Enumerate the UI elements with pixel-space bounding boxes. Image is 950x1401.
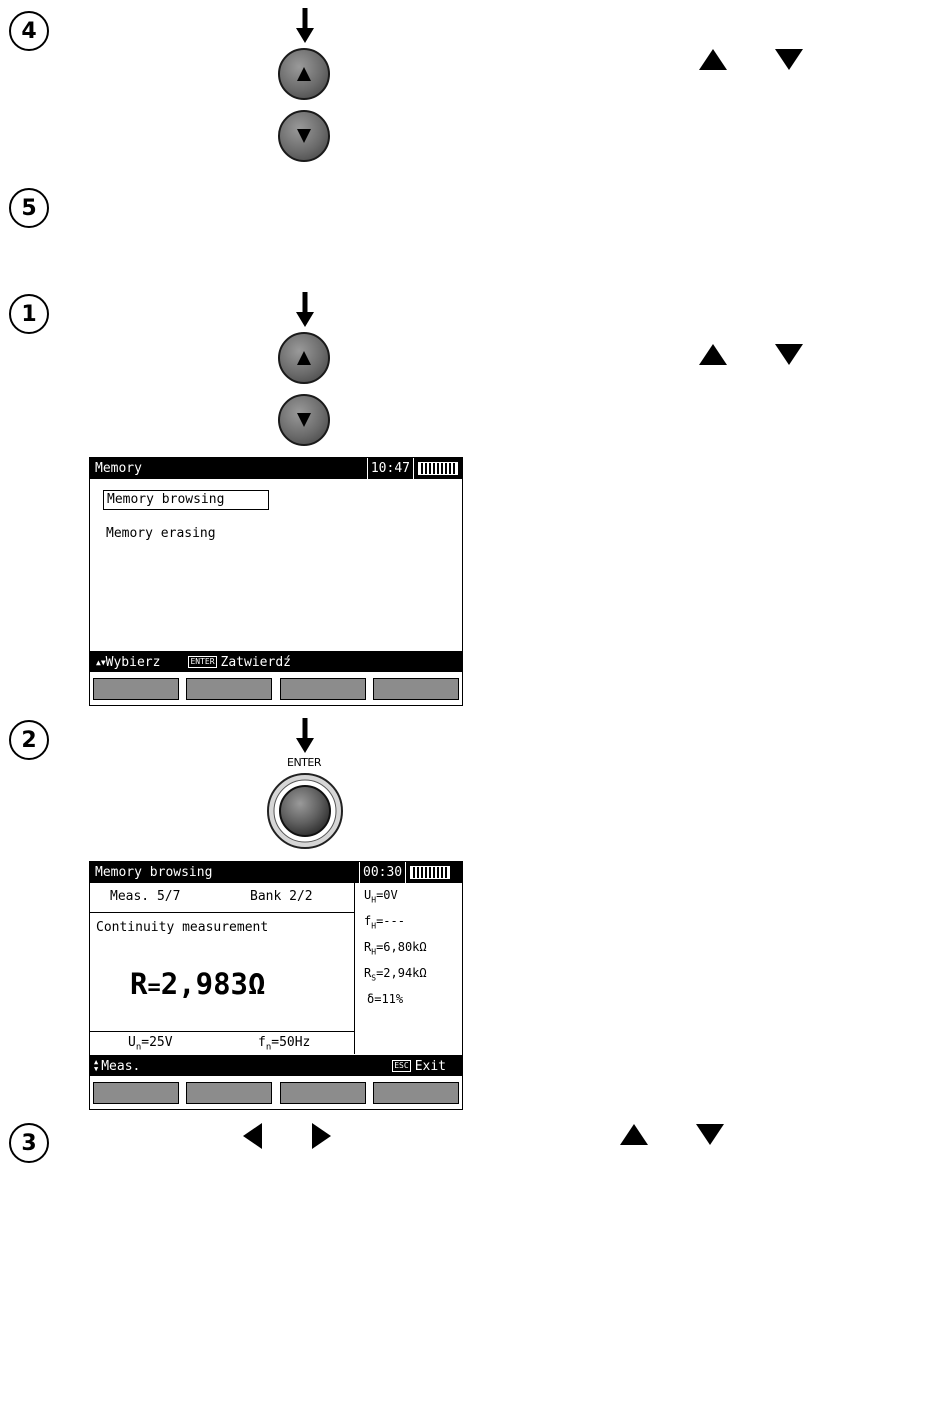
down-arrow-icon <box>295 718 315 754</box>
up-down-select-icon: ▲▼ <box>96 657 106 667</box>
memory-screen <box>89 457 463 706</box>
up-arrow-button-icon[interactable] <box>278 48 330 100</box>
delta-value: =11% <box>374 991 404 1006</box>
footer-select-label: Wybierz <box>105 654 161 670</box>
esc-key-tag: ESC <box>394 1061 409 1070</box>
nominal-voltage <box>128 1035 173 1053</box>
enter-key-tag: ENTER <box>190 657 215 666</box>
softkey-1[interactable] <box>93 678 179 700</box>
rs-value: =2,94kΩ <box>376 965 427 980</box>
down-arrow-icon <box>295 292 315 328</box>
memory-browsing-screen <box>89 861 463 1110</box>
up-arrow-button-icon[interactable] <box>278 332 330 384</box>
triangle-down-icon <box>696 1124 724 1146</box>
softkeys <box>90 672 462 705</box>
triangle-left-icon <box>243 1123 263 1149</box>
triangle-up-icon <box>699 49 727 71</box>
uh-symbol: U <box>364 888 372 902</box>
measurement-name: Continuity measurement <box>96 920 269 935</box>
enter-label: ENTER <box>287 756 321 769</box>
softkey-4[interactable] <box>373 1082 459 1104</box>
footer-meas-label: Meas. <box>101 1058 141 1074</box>
menu-item-memory-browsing[interactable]: Memory browsing <box>103 490 269 510</box>
clock: 00:30 <box>359 862 406 883</box>
rh-sub: H <box>371 947 377 957</box>
battery-icon <box>418 462 458 475</box>
step-number-1: 1 <box>9 294 49 334</box>
down-arrow-button-icon[interactable] <box>278 110 330 162</box>
screen-title: Memory <box>95 461 142 476</box>
screen-title-bar <box>90 458 462 479</box>
step-number-2: 2 <box>9 720 49 760</box>
softkey-2[interactable] <box>186 678 272 700</box>
enter-button-icon[interactable] <box>265 771 345 851</box>
triangle-down-icon <box>775 49 803 71</box>
panel-separator <box>354 883 355 1054</box>
rh-value: =6,80kΩ <box>376 939 427 954</box>
up-down-scroll-icon: ▲ ▼ <box>94 1058 99 1073</box>
menu-item-memory-erasing[interactable]: Memory erasing <box>106 526 216 541</box>
side-fh <box>364 911 427 937</box>
down-arrow-icon <box>295 8 315 44</box>
nominal-frequency <box>258 1035 310 1053</box>
side-panel <box>364 885 427 1009</box>
result-number: 2,983Ω <box>160 967 266 1001</box>
rh-symbol: R <box>364 939 372 954</box>
softkey-3[interactable] <box>280 678 366 700</box>
screen-footer <box>90 1055 462 1077</box>
softkey-4[interactable] <box>373 678 459 700</box>
footer-exit-label: Exit <box>414 1058 446 1074</box>
un-value: =25V <box>141 1035 173 1050</box>
fn-sub: n <box>265 1042 272 1053</box>
meas-index: Meas. 5/7 <box>110 889 181 904</box>
delta-symbol: δ <box>367 991 375 1006</box>
fh-sub: H <box>371 921 377 931</box>
screen-title-bar <box>90 862 359 883</box>
side-rh <box>364 937 427 963</box>
un-sub: n <box>135 1042 142 1053</box>
fn-symbol: f <box>258 1035 266 1050</box>
softkey-3[interactable] <box>280 1082 366 1104</box>
uh-sub: H <box>371 895 377 905</box>
triangle-up-icon <box>620 1124 648 1146</box>
triangle-up-icon <box>699 344 727 366</box>
uh-value: =0V <box>376 888 398 902</box>
side-uh <box>364 885 427 911</box>
softkey-2[interactable] <box>186 1082 272 1104</box>
step-number-3: 3 <box>9 1123 49 1163</box>
rs-symbol: R <box>364 965 372 980</box>
bank-index: Bank 2/2 <box>250 889 313 904</box>
screen-title: Memory browsing <box>95 865 213 880</box>
footer-confirm-label: Zatwierdź <box>220 654 291 670</box>
side-rs <box>364 963 427 989</box>
status-bar <box>359 862 462 883</box>
fn-value: =50Hz <box>271 1035 311 1050</box>
softkey-1[interactable] <box>93 1082 179 1104</box>
result-symbol: R <box>130 967 148 1001</box>
un-symbol: U <box>128 1035 136 1050</box>
step-number-4: 4 <box>9 11 49 51</box>
battery-icon <box>410 866 450 879</box>
divider <box>90 1031 354 1032</box>
fh-symbol: f <box>364 913 372 928</box>
screen-footer <box>90 651 462 673</box>
triangle-down-icon <box>775 344 803 366</box>
rs-sub: S <box>371 973 377 983</box>
triangle-right-icon <box>311 1123 331 1149</box>
side-delta <box>364 989 427 1010</box>
divider <box>90 912 354 913</box>
result-equals: = <box>147 975 161 1000</box>
clock: 10:47 <box>367 458 414 479</box>
softkeys <box>90 1076 462 1109</box>
down-arrow-button-icon[interactable] <box>278 394 330 446</box>
result-value <box>130 967 265 1001</box>
step-number-5: 5 <box>9 188 49 228</box>
fh-value: =--- <box>376 913 405 928</box>
